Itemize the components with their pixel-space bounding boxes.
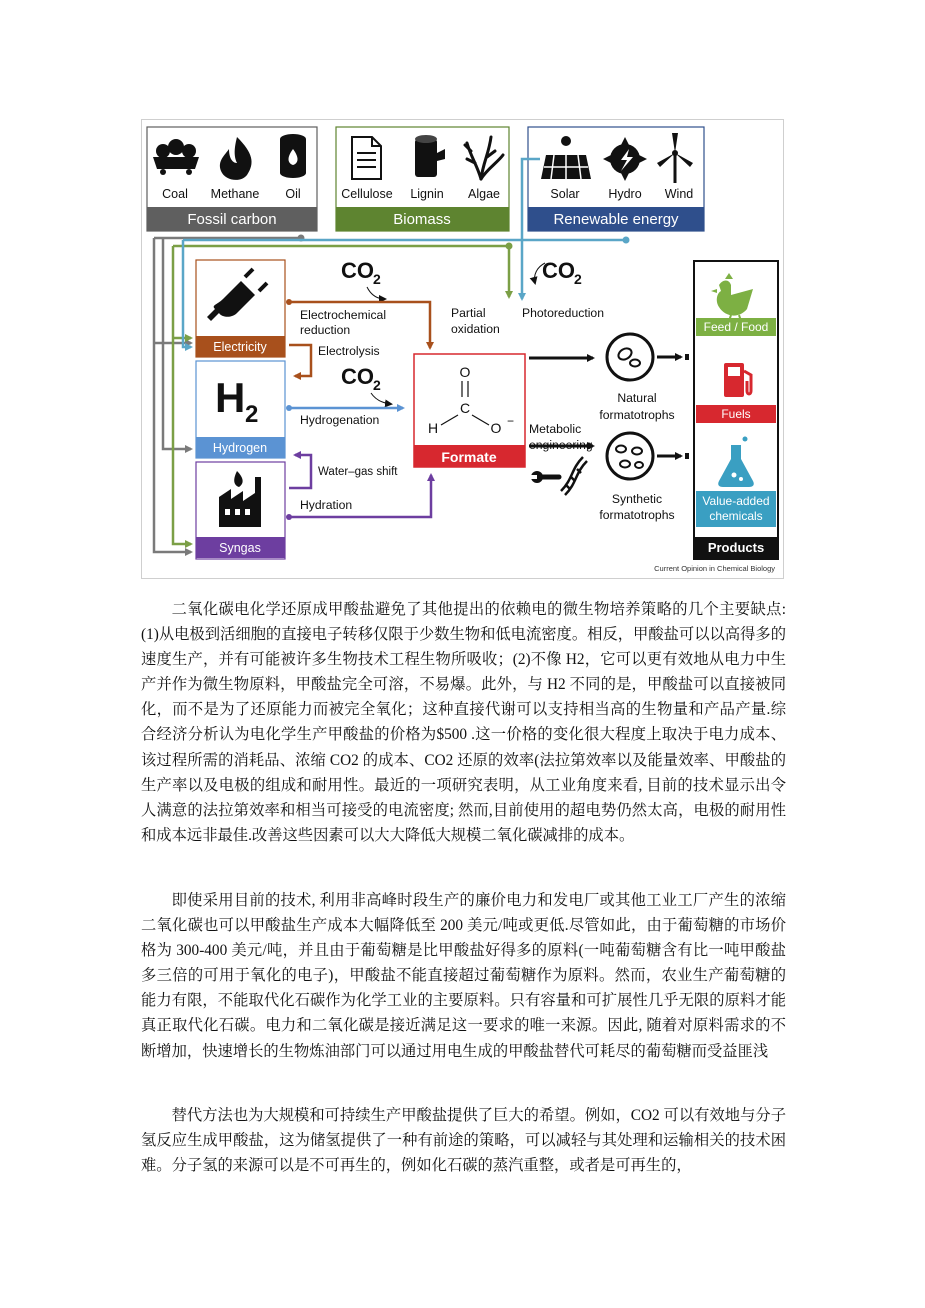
paragraph-3: 替代方法也为大规模和可持续生产甲酸盐提供了巨大的希望。例如，CO2 可以有效地与分子氢反应生成甲酸盐，这为储氢提供了一种有前途的策略，可以减轻与其处理和运输相关的技术困难。分子氢的来源可以是不可再生的，例如化石碳的蒸汽重整，或者是可再生的， [141, 1107, 786, 1175]
oxidation-label: oxidation [451, 322, 500, 336]
natural-label: Natural [617, 391, 657, 405]
formate-box [414, 354, 525, 467]
hydration-label: Hydration [300, 498, 353, 512]
formate-atom-h: H [427, 420, 439, 436]
synthetic-formatotrophs-label: formatotrophs [599, 508, 675, 522]
formate-label: Formate [441, 449, 497, 465]
feed-food-label: Feed / Food [703, 320, 769, 334]
water-gas-shift-label: Water–gas shift [318, 466, 398, 478]
hydrogen-label: Hydrogen [212, 441, 268, 455]
products-title: Products [707, 540, 765, 555]
engineering-label: engineering [529, 438, 593, 452]
cellulose-icon [352, 137, 381, 179]
formate-atom-o-right: O [490, 420, 502, 436]
oil-icon [280, 134, 306, 178]
svg-text:2: 2 [373, 377, 381, 393]
electrochemical-label: Electrochemical [300, 308, 387, 322]
value-added-label: Value-added [702, 494, 770, 508]
hydrogenation-label: Hydrogenation [300, 413, 380, 427]
wind-label: Wind [664, 187, 694, 201]
fossil-carbon-group [147, 127, 317, 231]
synthetic-formatotroph-icon [607, 433, 653, 479]
fuels-label: Fuels [721, 407, 751, 421]
renewable-energy-group [528, 127, 704, 231]
formate-atom-o-top: O [459, 364, 471, 380]
natural-formatotroph-icon [607, 334, 653, 380]
methane-label: Methane [210, 187, 260, 201]
fossil-carbon-title: Fossil carbon [187, 211, 277, 228]
renewable-energy-title: Renewable energy [553, 211, 679, 228]
formate-pathway-figure [141, 119, 784, 579]
biomass-group [336, 127, 509, 231]
svg-text:CO: CO [341, 258, 374, 283]
co2-top-right [534, 258, 582, 287]
hydrogen-box [196, 361, 285, 458]
chemicals-label: chemicals [709, 509, 763, 523]
hydro-label: Hydro [608, 187, 642, 201]
lignin-label: Lignin [410, 187, 444, 201]
syngas-label: Syngas [219, 541, 261, 555]
cellulose-label: Cellulose [341, 187, 393, 201]
formate-charge: − [507, 414, 515, 428]
photoreduction-label: Photoreduction [522, 306, 604, 320]
metabolic-label: Metabolic [529, 422, 582, 436]
natural-formatotrophs-label: formatotrophs [599, 408, 675, 422]
coal-label: Coal [162, 187, 188, 201]
paragraph-2: 即使采用目前的技术, 利用非高峰时段生产的廉价电力和发电厂或其他工业工厂产生的浓缩二氧化碳也可以甲酸盐生产成本大幅降低至 200 美元/吨或更低.尽管如此，由于葡萄糖的市场价格为 300-400 美元/吨，并且由于葡萄糖是比甲酸盐好得多的原料(一吨葡萄糖含有比一吨甲酸盐多三倍的可用于氧化的电子)，甲酸盐不能直接超过葡萄糖作为原料。然而，农业生产葡萄糖的能力有限，不能取代化石碳作为化学工业的主要原料。只有容量和可扩展性几乎无限的原料才能真正取代化石碳。电力和二氧化碳是接近满足这一要求的唯一来源。因此, 随着对原料需求的不断增加，快速增长的生物炼油部门可以通过用电生成的甲酸盐替代可耗尽的葡萄糖而受益匪浅 [141, 892, 786, 1060]
products-box [694, 261, 778, 559]
synthetic-label: Synthetic [611, 492, 663, 506]
svg-text:CO: CO [542, 258, 575, 283]
oil-label: Oil [285, 187, 301, 201]
svg-text:2: 2 [574, 271, 582, 287]
solar-label: Solar [550, 187, 580, 201]
figure-credit: Current Opinion in Chemical Biology [654, 564, 775, 573]
formate-atom-c: C [459, 400, 471, 416]
h2-subscript: 2 [245, 401, 259, 428]
svg-text:CO: CO [341, 364, 374, 389]
svg-text:2: 2 [373, 271, 381, 287]
electrolysis-label: Electrolysis [318, 344, 380, 358]
electricity-box [196, 260, 285, 357]
biomass-title: Biomass [393, 211, 451, 228]
algae-label: Algae [468, 187, 500, 201]
reduction-label: reduction [300, 323, 351, 337]
paragraph-1: 二氧化碳电化学还原成甲酸盐避免了其他提出的依赖电的微生物培养策略的几个主要缺点:(1)从电极到活细胞的直接电子转移仅限于少数生物和低电流密度。相反，甲酸盐可以以高得多的速度生产，并有可能被许多生物技术工程生物所吸收；(2)不像 H2，它可以更有效地从电力中生产并作为微生物原料，甲酸盐完全可溶，不易爆。此外，与 H2 不同的是，甲酸盐可以直接被同化，而不是为了还原能力而被完全氧化；这种直接代谢可以支持相当高的生物量和产品产量.综合经济分析认为电化学生产甲酸盐的价格为$500 .这一价格的变化很大程度上取决于电力成本、该过程所需的消耗品、浓缩 CO2 的成本、CO2 还原的效率(法拉第效率以及能量效率、甲酸盐的生产率以及电极的组成和耐用性。最近的一项研究表明，从工业角度来看, 目前的技术显示出令人满意的法拉第效率和相当可接受的电流密度; 然而,目前使用的超电势仍然太高，电极的耐用性和成本远非最佳.改善这些因素可以大大降低大规模二氧化碳减排的成本。 [141, 601, 787, 844]
electricity-label: Electricity [213, 340, 267, 354]
syngas-box [196, 462, 285, 559]
h2-symbol: H [215, 374, 246, 421]
partial-label: Partial [451, 306, 486, 320]
